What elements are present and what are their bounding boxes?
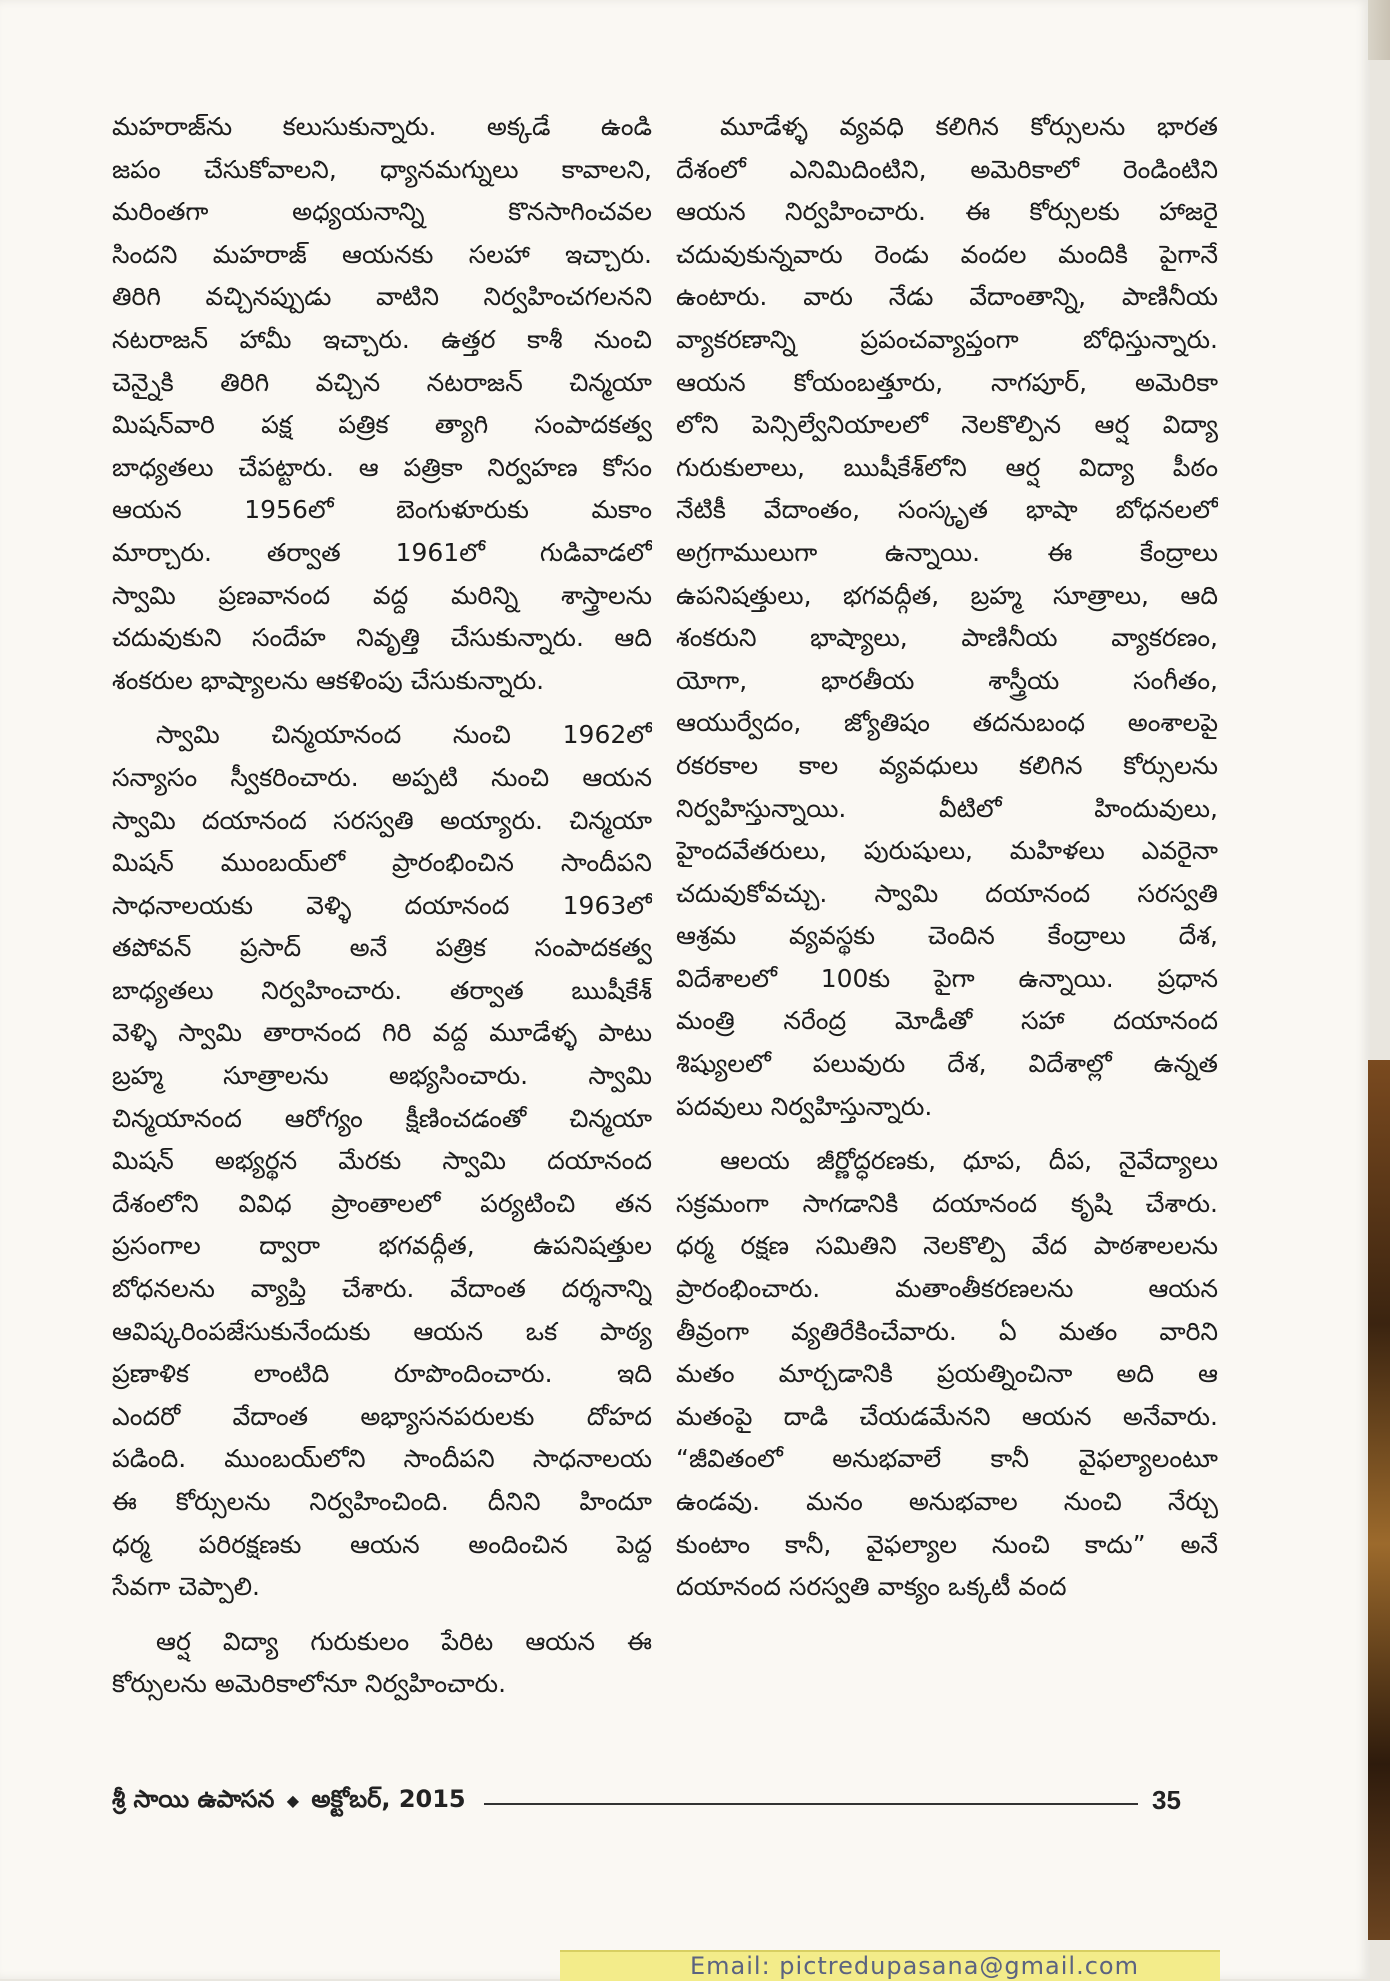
text-line: మరింతగా అధ్యయనాన్ని కొనసాగించవల [112,197,652,227]
text-line: “జీవితంలో అనుభవాలే కానీ వైఫల్యాలంటూ [676,1444,1218,1474]
page-number: 35 [1152,1785,1181,1815]
text-line: నటరాజన్ హామీ ఇచ్చారు. ఉత్తర కాశీ నుంచి [112,324,652,354]
text-line: తపోవన్ ప్రసాద్ అనే పత్రిక సంపాదకత్వ [112,933,652,963]
text-line: సన్యాసం స్వీకరించారు. అప్పటి నుంచి ఆయన [112,762,652,792]
text-line: ప్రసంగాల ద్వారా భగవద్గీత, ఉపనిషత్తుల [112,1231,652,1261]
text-line: శిష్యులలో పలువురు దేశ, విదేశాల్లో ఉన్నత [676,1049,1218,1079]
text-line: బోధనలను వ్యాప్తి చేశారు. వేదాంత దర్శనాన్ని [112,1274,652,1304]
text-line: ఈ కోర్సులను నిర్వహించింది. దీనిని హిందూ [112,1487,652,1516]
text-line: సేవగా చెప్పాలి. [112,1572,260,1602]
text-line: ఆయుర్వేదం, జ్యోతిషం తదనుబంధ అంశాలపై [676,708,1218,738]
text-line: బాధ్యతలు చేపట్టారు. ఆ పత్రికా నిర్వహణ కోసం [112,452,652,482]
text-line: ఆర్ష విద్యా గురుకులం పేరిట ఆయన ఈ [156,1626,652,1656]
text-line: సాధనాలయకు వెళ్ళి దయానంద 1963లో [112,890,652,920]
text-line: పడింది. ముంబయ్‌లోని సాందీపని సాధనాలయ [112,1444,652,1474]
footer-publication [112,1785,466,1819]
text-line: స్వామి దయానంద సరస్వతి అయ్యారు. చిన్మయా [112,805,652,835]
text-line: దేశంలోని వివిధ ప్రాంతాలలో పర్యటించి తన [112,1188,652,1218]
text-line: మార్చారు. తర్వాత 1961లో గుడివాడలో [112,537,652,567]
scan-edge-top [1368,0,1390,60]
issue-date: అక్టోబర్, 2015 [311,1785,466,1813]
text-line: దేశంలో ఎనిమిదింటిని, అమెరికాలో రెండింటిని [676,154,1218,184]
text-line: దయానంద సరస్వతి వాక్యం ఒక్కటీ వంద [676,1572,1067,1602]
text-line: స్వామి చిన్మయానంద నుంచి 1962లో [156,720,652,750]
text-line: చదువుకున్నవారు రెండు వందల మందికి పైగానే [676,239,1218,269]
text-line: ఉండవు. మనం అనుభవాల నుంచి నేర్చు [676,1487,1218,1516]
text-line: తిరిగి వచ్చినప్పుడు వాటిని నిర్వహించగలనని [112,282,652,312]
text-line: నేటికీ వేదాంతం, సంస్కృత భాషా బోధనలలో [676,495,1218,525]
text-line: మతంపై దాడి చేయడమేనని ఆయన అనేవారు. [676,1401,1218,1431]
text-line: ఆయన నిర్వహించారు. ఈ కోర్సులకు హాజరై [676,197,1218,227]
text-line: శంకరుల భాష్యాలను ఆకళింపు చేసుకున్నారు. [112,665,545,695]
text-line: ఉపనిషత్తులు, భగవద్గీత, బ్రహ్మ సూత్రాలు, ఆది [676,580,1218,610]
adjacent-page-photo [1368,1060,1390,1940]
text-line: అగ్రగాములుగా ఉన్నాయి. ఈ కేంద్రాలు [676,537,1218,567]
text-line: లోని పెన్సిల్వేనియాలలో నెలకొల్పిన ఆర్ష విద్యా [676,410,1218,440]
text-line: ప్రణాళిక లాంటిది రూపొందించారు. ఇది [112,1359,652,1389]
text-line: నిర్వహిస్తున్నాయి. వీటిలో హిందువులు, [676,793,1218,823]
text-line: చదువుకుని సందేహ నివృత్తి చేసుకున్నారు. ఆది [112,623,652,653]
text-line: గురుకులాలు, ఋషీకేశ్‌లోని ఆర్ష విద్యా పీఠం [676,452,1218,482]
text-line: కుంటాం కానీ, వైఫల్యాల నుంచి కాదు” అనే [676,1529,1218,1559]
text-line: ఆయన కోయంబత్తూరు, నాగపూర్, అమెరికా [676,367,1218,397]
text-line: యోగా, భారతీయ శాస్త్రీయ సంగీతం, [676,665,1218,695]
paragraph-gap [112,702,652,714]
text-line: మిషన్ ముంబయ్‌లో ప్రారంభించిన సాందీపని [112,848,652,878]
text-line: మిషన్‌వారి పక్ష పత్రిక త్యాగి సంపాదకత్వ [112,410,652,440]
text-line: సక్రమంగా సాగడానికి దయానంద కృషి చేశారు. [676,1188,1218,1218]
text-line: చదువుకోవచ్చు. స్వామి దయానంద సరస్వతి [676,878,1218,908]
text-line: వ్యాకరణాన్ని ప్రపంచవ్యాప్తంగా బోధిస్తున్నారు. [676,324,1218,354]
text-line: మహరాజ్‌ను కలుసుకున్నారు. అక్కడే ఉండి [112,112,652,141]
text-line: మూడేళ్ళ వ్యవధి కలిగిన కోర్సులను భారత [720,112,1218,141]
text-line: సిందని మహరాజ్ ఆయనకు సలహా ఇచ్చారు. [112,239,652,269]
underlying-page-text: Email: pictredupasana@gmail.com [690,1952,1139,1980]
text-line: మతం మార్చడానికి ప్రయత్నించినా అది ఆ [676,1359,1218,1389]
text-line: ప్రారంభించారు. మతాంతీకరణలను ఆయన [676,1274,1218,1304]
footer-rule [484,1803,1138,1805]
underlying-page-strip [560,1950,1220,1981]
paragraph-gap [676,1128,1218,1140]
magazine-name: శ్రీ సాయి ఉపాసన [112,1785,275,1813]
text-line: విదేశాలలో 100కు పైగా ఉన్నాయి. ప్రధాన [676,963,1218,993]
text-line: ధర్మ పరిరక్షణకు ఆయన అందించిన పెద్ద [112,1529,652,1559]
text-line: మిషన్ అభ్యర్థన మేరకు స్వామి దయానంద [112,1146,652,1176]
text-line: పదవులు నిర్వహిస్తున్నారు. [676,1091,933,1121]
text-line: ఆలయ జీర్ణోద్ధరణకు, ధూప, దీప, నైవేద్యాలు [720,1146,1218,1176]
text-line: బాధ్యతలు నిర్వహించారు. తర్వాత ఋషీకేశ్ [112,975,652,1005]
text-line: ఎందరో వేదాంత అభ్యాసనపరులకు దోహద [112,1401,652,1431]
text-line: బ్రహ్మ సూత్రాలను అభ్యసించారు. స్వామి [112,1061,652,1091]
text-line: చిన్మయానంద ఆరోగ్యం క్షీణించడంతో చిన్మయా [112,1103,652,1133]
text-line: వెళ్ళి స్వామి తారానంద గిరి వద్ద మూడేళ్ళ పాటు [112,1018,652,1048]
text-line: మంత్రి నరేంద్ర మోడీతో సహా దయానంద [676,1006,1218,1036]
text-line: కోర్సులను అమెరికాలోనూ నిర్వహించారు. [112,1669,507,1699]
text-line: తీవ్రంగా వ్యతిరేకించేవారు. ఏ మతం వారిని [676,1316,1218,1346]
page-footer [112,1785,1192,1825]
text-line: ఆవిష్కరింపజేసుకునేందుకు ఆయన ఒక పాఠ్య [112,1316,652,1346]
text-line: హైందవేతరులు, పురుషులు, మహిళలు ఎవరైనా [676,836,1218,866]
text-line: ఆయన 1956లో బెంగుళూరుకు మకాం [112,495,652,525]
text-line: చెన్నైకి తిరిగి వచ్చిన నటరాజన్ చిన్మయా [112,367,652,397]
text-line: స్వామి ప్రణవానంద వద్ద మరిన్ని శాస్త్రాలను [112,580,652,610]
paragraph-gap [112,1609,652,1621]
text-line: ఉంటారు. వారు నేడు వేదాంతాన్ని, పాణినీయ [676,282,1218,312]
footer-separator: ◆ [286,1790,300,1810]
left-column [112,106,652,1706]
right-column [676,106,1218,1609]
text-line: శంకరుని భాష్యాలు, పాణినీయ వ్యాకరణం, [676,623,1218,653]
text-line: ధర్మ రక్షణ సమితిని నెలకొల్పి వేద పాఠశాలలను [676,1231,1218,1261]
text-line: రకరకాల కాల వ్యవధులు కలిగిన కోర్సులను [676,750,1218,780]
text-line: జపం చేసుకోవాలని, ధ్యానమగ్నులు కావాలని, [112,154,652,184]
text-line: ఆశ్రమ వ్యవస్థకు చెందిన కేంద్రాలు దేశ, [676,921,1218,951]
